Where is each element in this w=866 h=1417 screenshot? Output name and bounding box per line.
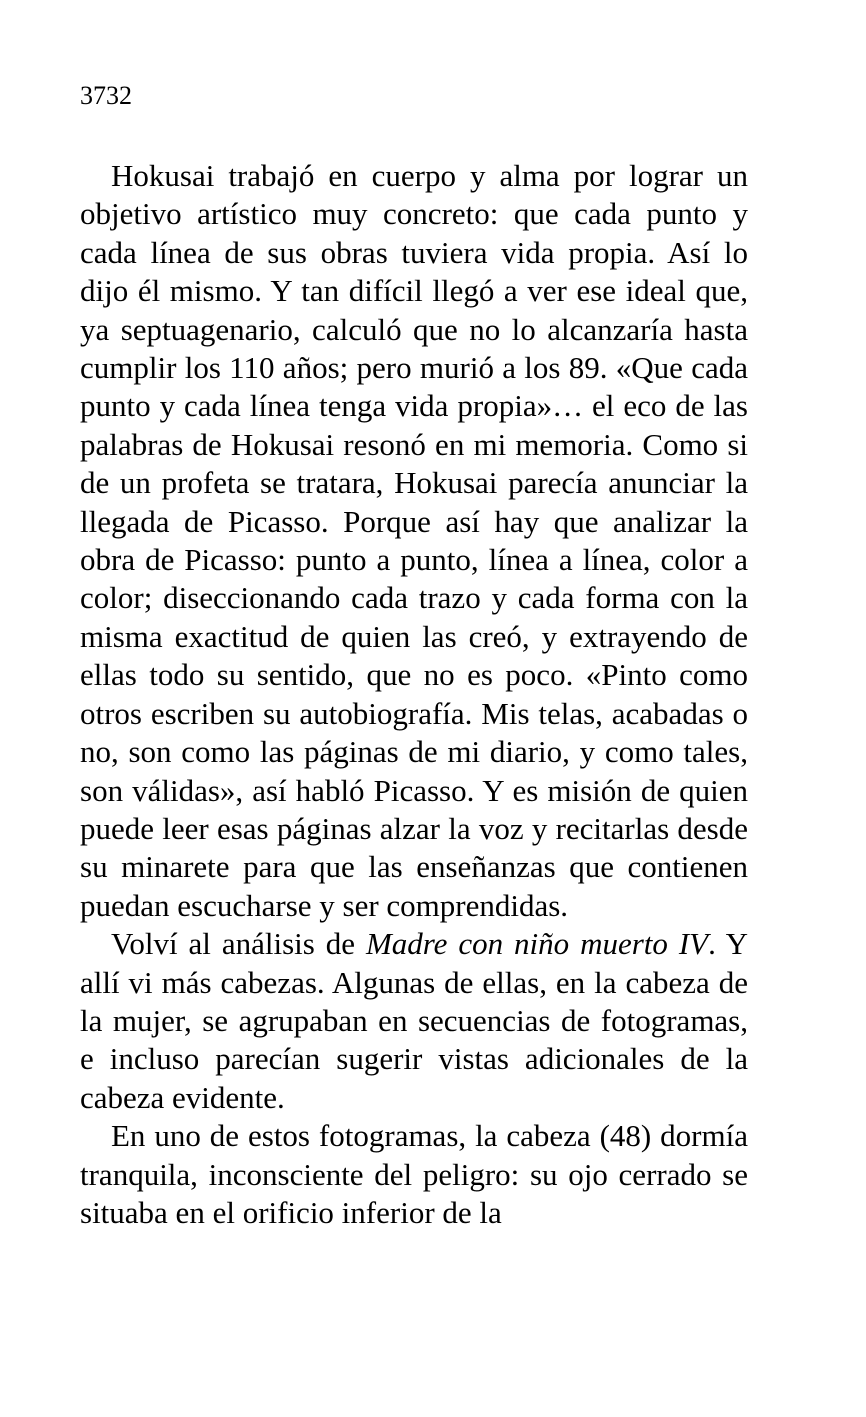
paragraph-2-text-end: . Y allí vi más cabezas. Algunas de ellas, en la cabeza de la mujer, se agrupaban en secuencias de fotogramas, e incluso parecían sugerir vistas adicionales de la cabeza evidente. bbox=[80, 926, 749, 1115]
paragraph-3 bbox=[80, 1117, 748, 1232]
paragraph-2 bbox=[80, 925, 748, 1117]
paragraph-2-text-start: Volví al análisis de bbox=[111, 926, 366, 962]
paragraph-3-text: En uno de estos fotogramas, la cabeza (48) dormía tranquila, inconsciente del peligro: su ojo cerrado se situaba en el orificio inferior de la bbox=[80, 1118, 748, 1230]
paragraph-1 bbox=[80, 157, 748, 925]
paragraph-1-text: Hokusai trabajó en cuerpo y alma por lograr un objetivo artístico muy concreto: que cada punto y cada línea de sus obras tuviera vida propia. Así lo dijo él mismo. Y tan difícil llegó a ver ese ideal que, ya septuagenario, calculó que no lo alcanzaría hasta cumplir los 110 años; pero murió a los 89. «Que cada punto y cada línea tenga vida propia»… el eco de las palabras de Hokusai resonó en mi memoria. Como si de un profeta se tratara, Hokusai parecía anunciar la llegada de Picasso. Porque así hay que analizar la obra de Picasso: punto a punto, línea a línea, color a color; diseccionando cada trazo y cada forma con la misma exactitud de quien las creó, y extrayendo de ellas todo su sentido, que no es poco. «Pinto como otros escriben su autobiografía. Mis telas, acabadas o no, son como las páginas de mi diario, y como tales, son válidas», así habló Picasso. Y es misión de quien puede leer esas páginas alzar la voz y recitarlas desde su minarete para que las enseñanzas que contienen puedan escucharse y ser comprendidas. bbox=[80, 158, 748, 923]
page-number: 3732 bbox=[80, 81, 132, 110]
body-text bbox=[80, 157, 748, 1232]
artwork-title: Madre con niño muerto IV bbox=[365, 926, 709, 962]
